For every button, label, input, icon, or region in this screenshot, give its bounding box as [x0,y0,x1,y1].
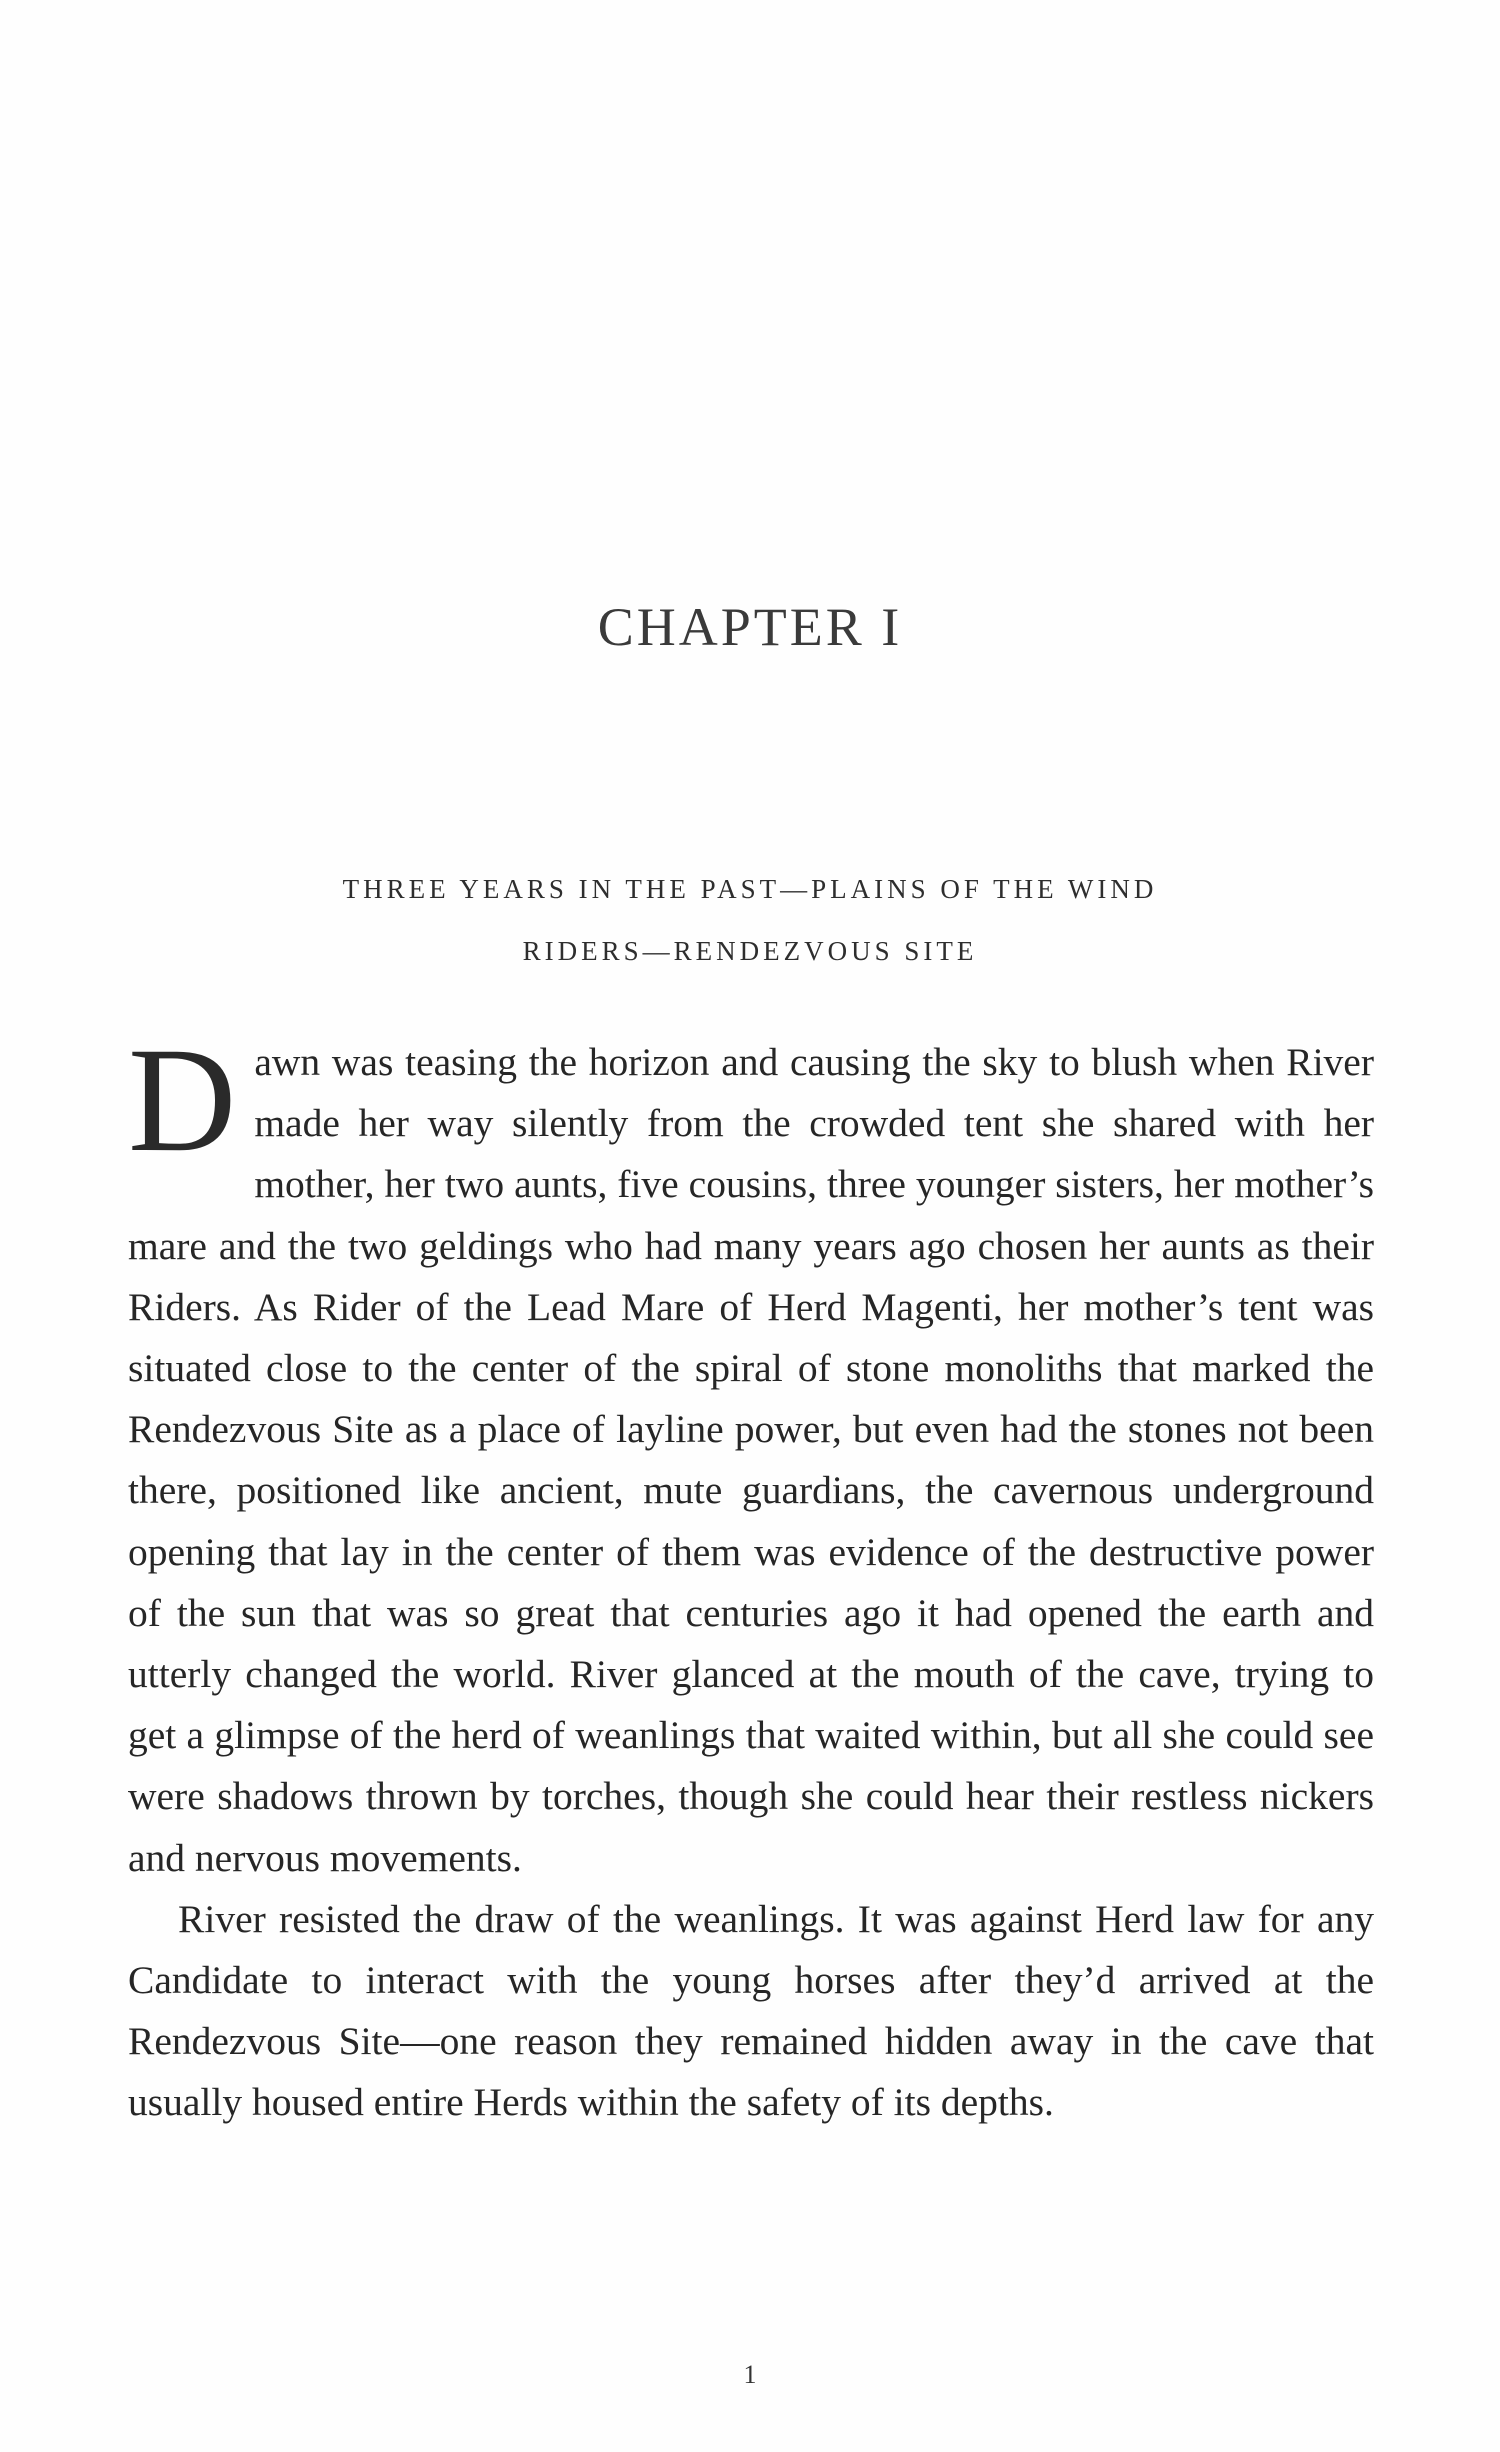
paragraph-1 [128,1017,1374,1889]
chapter-subtitle [230,858,1270,982]
paragraph-2: River resisted the draw of the weanlings. It was against Herd law for any Candidate to interact with the young horses after they’d arrived at the Rendezvous Site—one reason they remained hidden away in the cave that usually housed entire Herds within the safety of its depths. [128,1896,1374,2125]
drop-cap: D [128,1017,237,1183]
subtitle-line-2: RIDERS—RENDEZVOUS SITE [522,936,978,966]
page-number: 1 [743,2360,757,2389]
subtitle-line-1: THREE YEARS IN THE PAST—PLAINS OF THE WIND [342,874,1158,904]
chapter-body [128,1017,1374,2134]
paragraph-1-text: awn was teasing the horizon and causing the sky to blush when River made her way silently from the crowded tent she shared with her mother, her two aunts, five cousins, three younger sisters, her mother’s mare and the two geldings who had many years ago chosen her aunts as their Riders. As Rider of the Lead Mare of Herd Magenti, her mother’s tent was situated close to the center of the spiral of stone monoliths that marked the Rendezvous Site as a place of layline power, but even had the stones not been there, positioned like ancient, mute guardians, the cavernous underground opening that lay in the center of them was evidence of the destructive power of the sun that was so great that centuries ago it had opened the earth and utterly changed the world. River glanced at the mouth of the cave, trying to get a glimpse of the herd of weanlings that waited within, but all she could see were shadows thrown by torches, though she could hear their restless nickers and nervous movements. [128,1040,1374,1880]
chapter-title: CHAPTER I [597,597,903,657]
